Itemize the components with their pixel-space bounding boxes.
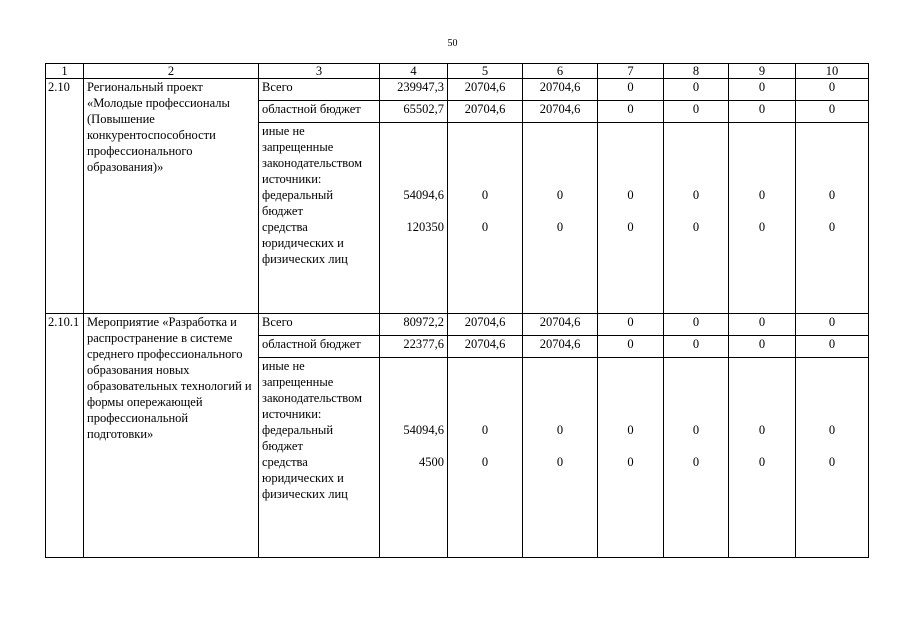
private-funds-value: 0 (481, 220, 489, 234)
federal-budget-value: 54094,6 (403, 188, 444, 202)
row-code: 2.10.1 (46, 314, 84, 558)
funding-source-label: Всего (259, 79, 380, 101)
value-cell: 22377,6 (380, 336, 448, 358)
value-cell-stack (523, 123, 598, 314)
budget-table (45, 63, 869, 558)
value-cell-stack (448, 123, 523, 314)
value-cell: 20704,6 (523, 101, 598, 123)
value-cell: 0 (664, 314, 729, 336)
column-header-1: 1 (46, 64, 84, 79)
value-cell: 0 (598, 314, 664, 336)
federal-budget-value: 0 (828, 188, 836, 202)
value-cell: 20704,6 (523, 79, 598, 101)
federal-budget-value: 0 (692, 188, 700, 202)
federal-budget-value: 0 (758, 423, 766, 437)
table-header-row (46, 64, 869, 79)
federal-budget-value: 0 (481, 188, 489, 202)
private-funds-value: 0 (481, 455, 489, 469)
private-funds-value: 4500 (419, 455, 444, 469)
value-cell-stack (729, 358, 796, 558)
column-header-2: 2 (84, 64, 259, 79)
value-cell: 0 (796, 314, 869, 336)
private-funds-value: 0 (627, 220, 634, 234)
value-cell-stack (796, 358, 869, 558)
value-cell-stack (664, 123, 729, 314)
private-funds-value: 0 (758, 220, 766, 234)
table-row-total (46, 314, 869, 336)
column-header-3: 3 (259, 64, 380, 79)
federal-budget-value: 0 (758, 188, 766, 202)
funding-source-label-stack (259, 358, 380, 558)
federal-budget-value: 0 (627, 423, 634, 437)
page-number: 50 (447, 38, 458, 49)
federal-budget-value: 0 (692, 423, 700, 437)
funding-source-label: Всего (259, 314, 380, 336)
column-header-6: 6 (523, 64, 598, 79)
value-cell-stack (448, 358, 523, 558)
value-cell: 0 (729, 79, 796, 101)
private-funds-value: 0 (692, 455, 700, 469)
column-header-8: 8 (664, 64, 729, 79)
private-funds-value: 0 (828, 455, 836, 469)
value-cell: 0 (664, 101, 729, 123)
value-cell: 0 (796, 101, 869, 123)
private-funds-value: 0 (692, 220, 700, 234)
value-cell: 20704,6 (523, 336, 598, 358)
other-sources-label: иные не запрещенные законодательством источники: (262, 359, 363, 421)
value-cell: 0 (796, 336, 869, 358)
value-cell: 0 (598, 79, 664, 101)
private-funds-value: 0 (556, 220, 564, 234)
private-funds-value: 120350 (406, 220, 444, 234)
column-header-9: 9 (729, 64, 796, 79)
private-funds-label: средства юридических и физических лиц (262, 455, 348, 501)
value-cell-stack (523, 358, 598, 558)
private-funds-value: 0 (627, 455, 634, 469)
value-cell: 0 (664, 79, 729, 101)
federal-budget-value: 0 (556, 423, 564, 437)
value-cell: 0 (796, 79, 869, 101)
row-code: 2.10 (46, 79, 84, 314)
value-cell: 0 (729, 314, 796, 336)
value-cell: 20704,6 (523, 314, 598, 336)
row-name: Региональный проект «Молодые профессионалы (Повышение конкурентоспособности профессионального образования)» (84, 79, 259, 314)
private-funds-value: 0 (556, 455, 564, 469)
value-cell: 65502,7 (380, 101, 448, 123)
column-header-7: 7 (598, 64, 664, 79)
value-cell-stack (380, 123, 448, 314)
federal-budget-value: 0 (627, 188, 634, 202)
value-cell: 0 (664, 336, 729, 358)
value-cell-stack (664, 358, 729, 558)
table-row-total (46, 79, 869, 101)
federal-budget-value: 54094,6 (403, 423, 444, 437)
value-cell: 0 (598, 336, 664, 358)
value-cell: 20704,6 (448, 336, 523, 358)
column-header-10: 10 (796, 64, 869, 79)
other-sources-label: иные не запрещенные законодательством источники: (262, 124, 363, 186)
column-header-5: 5 (448, 64, 523, 79)
federal-budget-value: 0 (828, 423, 836, 437)
column-header-4: 4 (380, 64, 448, 79)
value-cell-stack (380, 358, 448, 558)
private-funds-label: средства юридических и физических лиц (262, 220, 348, 266)
value-cell: 80972,2 (380, 314, 448, 336)
value-cell: 20704,6 (448, 314, 523, 336)
funding-source-label-stack (259, 123, 380, 314)
value-cell-stack (598, 123, 664, 314)
value-cell: 20704,6 (448, 79, 523, 101)
value-cell-stack (598, 358, 664, 558)
value-cell-stack (796, 123, 869, 314)
value-cell: 0 (598, 101, 664, 123)
private-funds-value: 0 (758, 455, 766, 469)
federal-budget-label: федеральный бюджет (262, 423, 334, 453)
private-funds-value: 0 (828, 220, 836, 234)
row-name: Мероприятие «Разработка и распространение в системе среднего профессионального образования новых образовательных технологий и формы опережающей профессиональной подготовки» (84, 314, 259, 558)
value-cell-stack (729, 123, 796, 314)
value-cell: 0 (729, 336, 796, 358)
value-cell: 20704,6 (448, 101, 523, 123)
value-cell: 239947,3 (380, 79, 448, 101)
federal-budget-value: 0 (556, 188, 564, 202)
funding-source-label: областной бюджет (259, 101, 380, 123)
federal-budget-value: 0 (481, 423, 489, 437)
federal-budget-label: федеральный бюджет (262, 188, 334, 218)
value-cell: 0 (729, 101, 796, 123)
funding-source-label: областной бюджет (259, 336, 380, 358)
